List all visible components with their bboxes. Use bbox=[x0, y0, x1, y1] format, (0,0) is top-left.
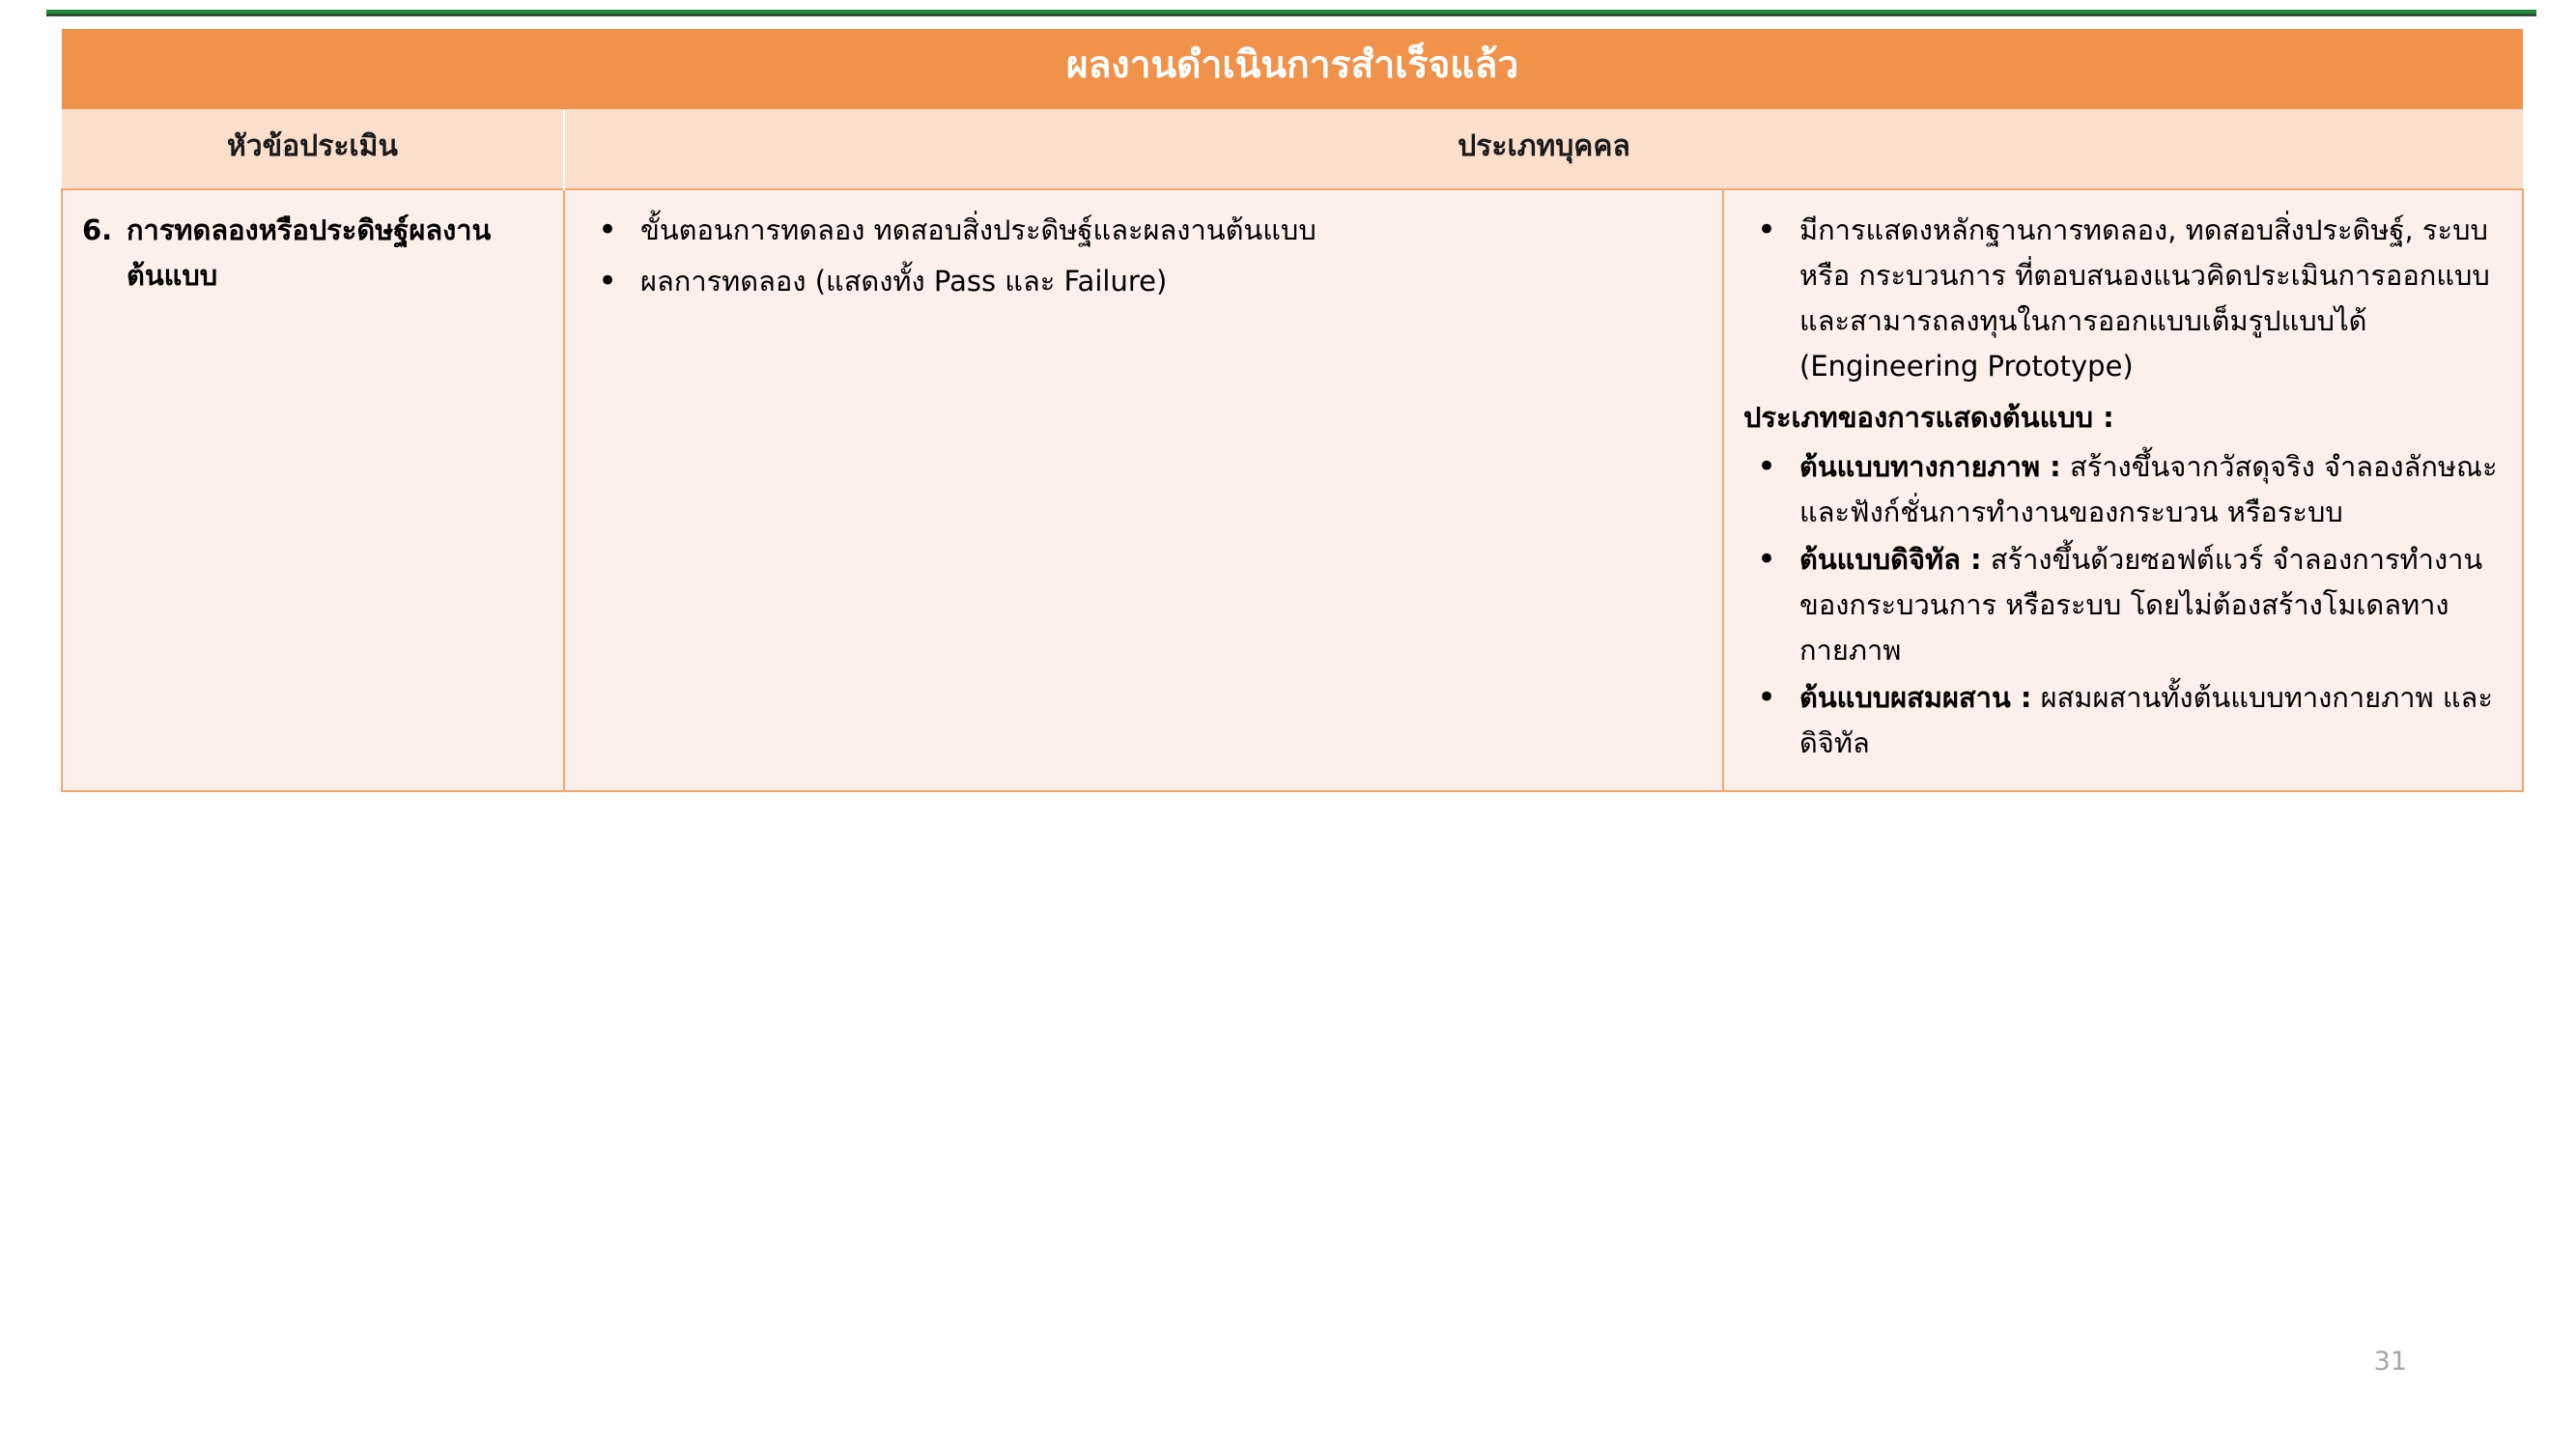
cell-detail bbox=[564, 189, 1723, 792]
cell-topic bbox=[62, 189, 564, 792]
detail-bullet-list bbox=[584, 208, 1703, 304]
table-title-row bbox=[62, 29, 2523, 109]
prototype-type-text: ผสมผสานทั้งต้นแบบทางกายภาพ และดิจิทัล bbox=[1799, 680, 2493, 759]
slide-title: ผลงานดำเนินการสำเร็จแล้ว bbox=[62, 29, 2523, 109]
table-header-row bbox=[62, 109, 2523, 189]
assessment-table bbox=[61, 29, 2524, 792]
person-bullet-list bbox=[1743, 208, 2503, 389]
page-number: 31 bbox=[2373, 1347, 2407, 1377]
prototype-type-label: ต้นแบบดิจิทัล : bbox=[1799, 542, 1982, 576]
prototype-type-list bbox=[1743, 444, 2503, 766]
list-item: • มีการแสดงหลักฐานการทดลอง, ทดสอบสิ่งประดิษฐ์, ระบบ หรือ กระบวนการ ที่ตอบสนองแนวคิดประเมินการออกแบบ และสามารถลงทุนในการออกแบบเต็มรูปแบบได้ (Engineering Prototype) bbox=[1743, 208, 2503, 389]
prototype-type-label: ต้นแบบทางกายภาพ : bbox=[1799, 449, 2061, 483]
prototype-types-subhead: ประเภทของการแสดงต้นแบบ : bbox=[1743, 400, 2114, 434]
top-divider-dark bbox=[46, 14, 2536, 16]
list-item: • ขั้นตอนการทดลอง ทดสอบสิ่งประดิษฐ์และผลงานต้นแบบ bbox=[584, 208, 1703, 253]
list-item bbox=[1743, 537, 2503, 673]
topic-label: การทดลองหรือประดิษฐ์ผลงานต้นแบบ bbox=[127, 213, 492, 292]
prototype-type-text: สร้างขึ้นจากวัสดุจริง จำลองลักษณะและฟังก์ชั่นการทำงานของกระบวน หรือระบบ bbox=[1799, 449, 2498, 528]
column-header-topic: หัวข้อประเมิน bbox=[62, 109, 564, 189]
prototype-type-text: สร้างขึ้นด้วยซอฟต์แวร์ จำลองการทำงานของกระบวนการ หรือระบบ โดยไม่ต้องสร้างโมเดลทางกายภาพ bbox=[1799, 542, 2483, 667]
list-item bbox=[1743, 444, 2503, 535]
slide-content bbox=[61, 29, 2522, 792]
list-item: • ผลการทดลอง (แสดงทั้ง Pass และ Failure) bbox=[584, 259, 1703, 304]
list-item bbox=[1743, 675, 2503, 766]
topic-block bbox=[82, 208, 544, 298]
table-row bbox=[62, 189, 2523, 792]
topic-number: 6. bbox=[82, 213, 113, 246]
cell-person bbox=[1723, 189, 2523, 792]
column-header-person: ประเภทบุคคล bbox=[564, 109, 2523, 189]
prototype-type-label: ต้นแบบผสมผสาน : bbox=[1799, 680, 2032, 714]
